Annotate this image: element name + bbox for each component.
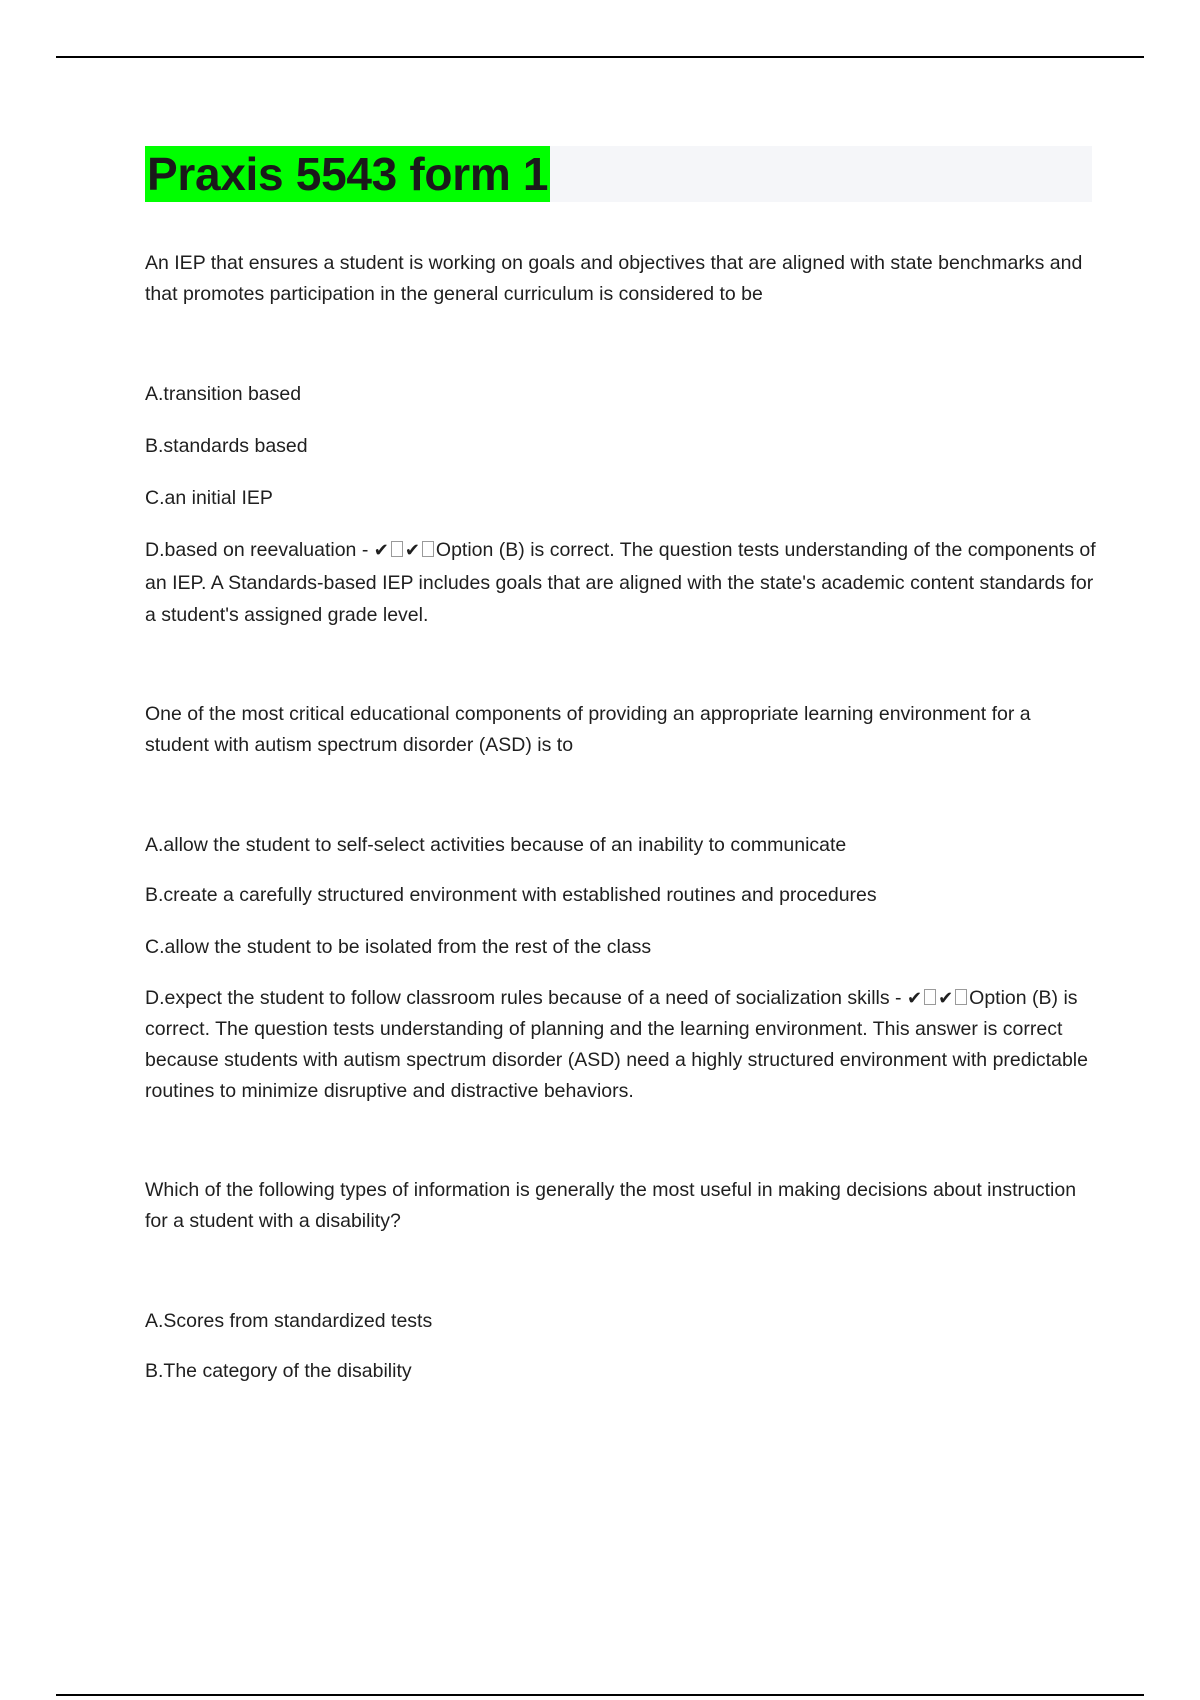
question-text: Which of the following types of information is generally the most useful in making decisions about instruction for a student with a disability? xyxy=(145,1179,1077,1232)
placeholder-box-icon xyxy=(924,989,936,1005)
answer-explanation: Option (B) is correct. The question tests understanding of the components of an IEP. A Standards-based IEP includes goals that are aligned with the state's academic content standards for a student's assigned grade level. xyxy=(145,539,1096,626)
option-a: A.transition based xyxy=(145,383,302,405)
placeholder-box-icon xyxy=(422,541,434,557)
question-text: An IEP that ensures a student is working on goals and objectives that are aligned with state benchmarks and that promotes participation in the general curriculum is considered to be xyxy=(145,252,1083,305)
check-icon: ✔ xyxy=(938,988,954,1009)
question-text: One of the most critical educational components of providing an appropriate learning environment for a student with autism spectrum disorder (ASD) is to xyxy=(145,703,1031,756)
option-b: B.standards based xyxy=(145,435,308,457)
option-a: A.Scores from standardized tests xyxy=(145,1310,433,1332)
option-d-with-answer xyxy=(145,983,1097,1107)
option-c: C.allow the student to be isolated from the rest of the class xyxy=(145,936,652,958)
option-d-with-answer xyxy=(145,534,1097,631)
option-d: D.expect the student to follow classroom rules because of a need of socialization skills - xyxy=(145,987,907,1009)
bottom-rule xyxy=(56,1694,1144,1696)
check-icon: ✔ xyxy=(906,988,923,1009)
option-a: A.allow the student to self-select activities because of an inability to communicate xyxy=(145,834,847,856)
question-block xyxy=(145,248,1097,631)
document-body xyxy=(145,248,1097,1387)
option-d: D.based on reevaluation - xyxy=(145,539,374,561)
option-b: B.create a carefully structured environment with established routines and procedures xyxy=(145,884,877,906)
top-rule xyxy=(56,56,1144,58)
question-block xyxy=(145,1175,1097,1387)
page-title: Praxis 5543 form 1 xyxy=(147,148,549,200)
check-icon: ✔ xyxy=(373,540,389,561)
answer-explanation: Option (B) is correct. The question tests understanding of planning and the learning environment. This answer is correct because students with autism spectrum disorder (ASD) need a highly structured environment with predictable routines to minimize disruptive and distractive behaviors. xyxy=(145,987,1088,1102)
option-c: C.an initial IEP xyxy=(145,487,273,509)
check-icon: ✔ xyxy=(404,540,420,561)
question-block xyxy=(145,699,1097,1107)
option-b: B.The category of the disability xyxy=(145,1360,412,1382)
placeholder-box-icon xyxy=(955,989,967,1005)
placeholder-box-icon xyxy=(391,541,403,557)
